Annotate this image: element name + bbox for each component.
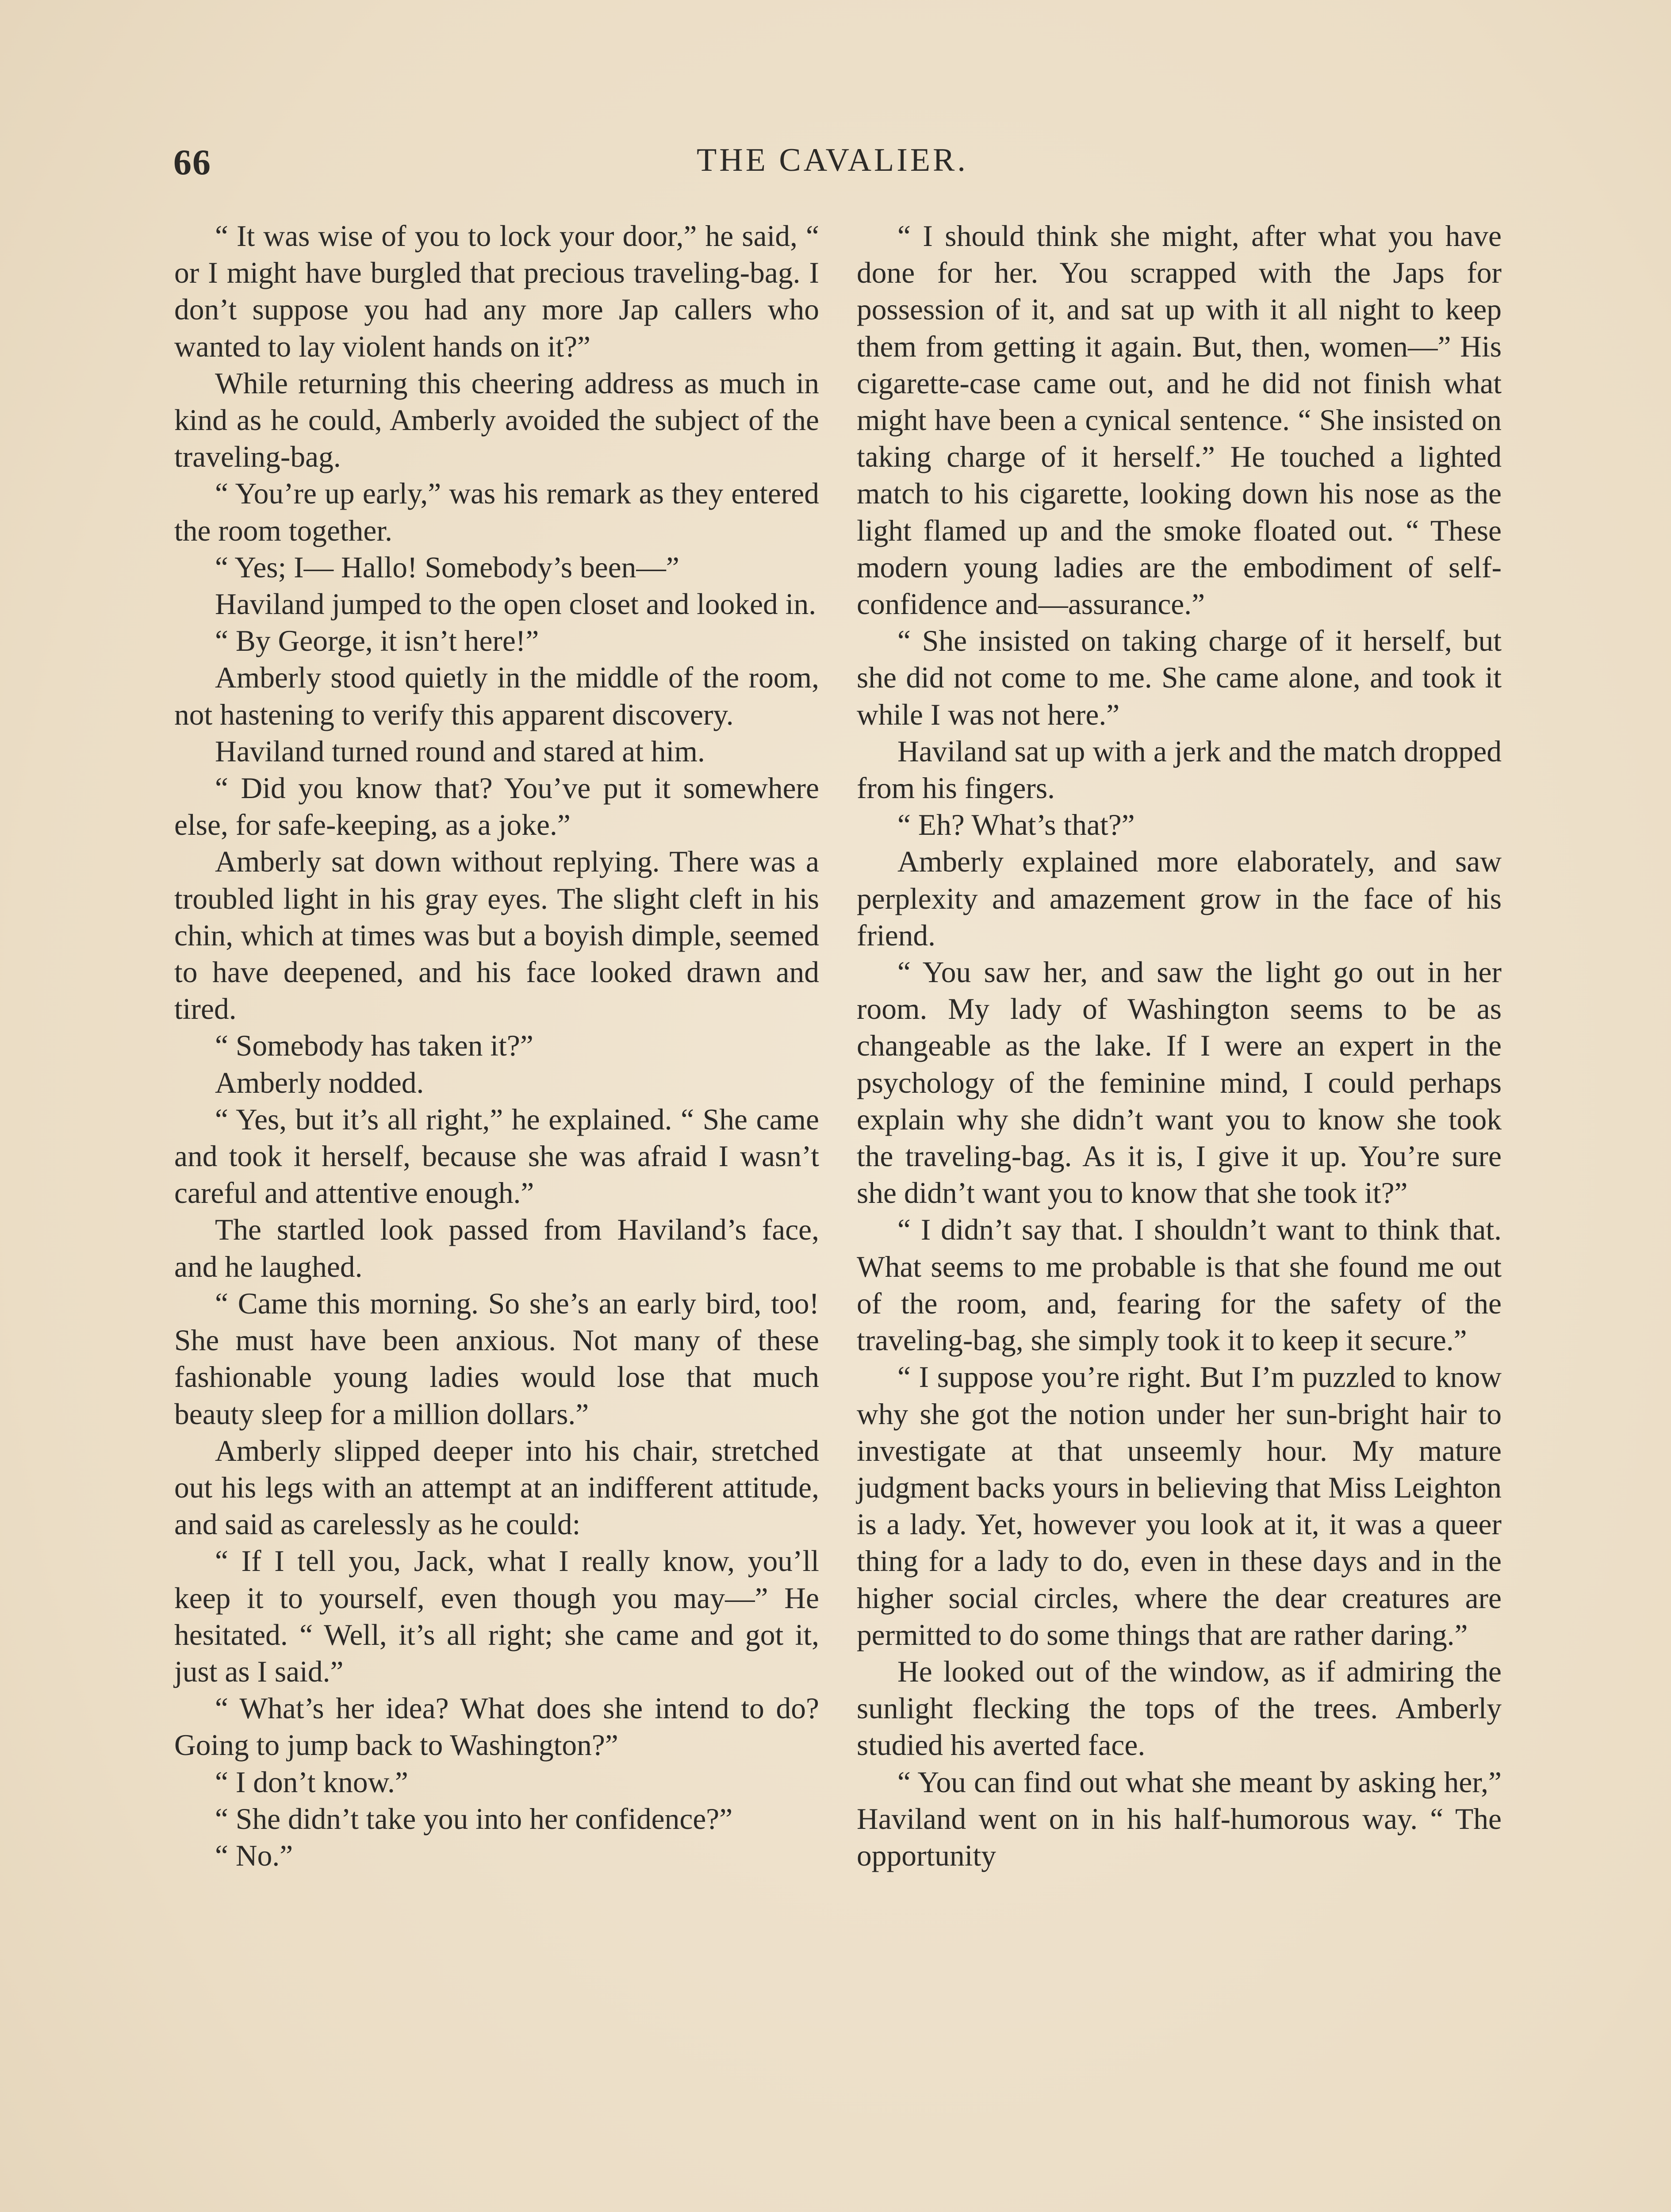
paragraph: “ What’s her idea? What does she intend to do? Going to jump back to Washington?” <box>174 1692 819 1762</box>
paragraph: Haviland turned round and stared at him. <box>215 734 705 768</box>
left-column <box>174 218 819 1874</box>
paragraph: “ I didn’t say that. I shouldn’t want to think that. What seems to me probable is that she found me out of the room, and, fearing for the safety of the traveling-bag, she simply took it to keep it secure.” <box>857 1213 1502 1357</box>
paragraph: Amberly nodded. <box>215 1066 424 1099</box>
paragraph: “ Yes, but it’s all right,” he explained. “ She came and took it herself, because she was afraid I wasn’t careful and attentive enough.” <box>174 1102 819 1210</box>
paragraph: He looked out of the window, as if admiring the sunlight flecking the tops of the trees. Amberly studied his averted face. <box>857 1655 1502 1762</box>
paragraph: “ She insisted on taking charge of it herself, but she did not come to me. She came alone, and took it while I was not here.” <box>857 624 1502 731</box>
paragraph: “ By George, it isn’t here!” <box>215 624 539 658</box>
paragraph: “ It was wise of you to lock your door,” he said, “ or I might have burgled that precious traveling-bag. I don’t suppose you had any more Jap callers who wanted to lay violent hands on it?” <box>174 219 819 363</box>
paragraph: “ No.” <box>215 1839 293 1872</box>
paragraph: Amberly stood quietly in the middle of the room, not hastening to verify this apparent discovery. <box>174 661 819 731</box>
page-header <box>173 142 1500 190</box>
page-number: 66 <box>173 142 211 182</box>
paragraph: “ Yes; I— Hallo! Somebody’s been—” <box>215 550 679 584</box>
paragraph: “ Somebody has taken it?” <box>215 1029 533 1063</box>
paragraph: “ Came this morning. So she’s an early bird, too! She must have been anxious. Not many of these fashionable young ladies would lose that much beauty sleep for a million dollars.” <box>174 1286 819 1431</box>
paragraph: Amberly explained more elaborately, and saw perplexity and amazement grow in the face of his friend. <box>857 845 1502 952</box>
paragraph: “ You’re up early,” was his remark as they entered the room together. <box>174 477 819 547</box>
paragraph: The startled look passed from Haviland’s face, and he laughed. <box>174 1213 819 1283</box>
paragraph: Amberly sat down without replying. There was a troubled light in his gray eyes. The slight cleft in his chin, which at times was but a boyish dimple, seemed to have deepened, and his face looked drawn and tired. <box>174 845 819 1026</box>
paragraph: Haviland jumped to the open closet and looked in. <box>215 588 816 621</box>
paragraph: “ You can find out what she meant by asking her,” Haviland went on in his half-humorous way. “ The opportunity <box>857 1765 1502 1872</box>
paragraph: “ Did you know that? You’ve put it somewhere else, for safe-keeping, as a joke.” <box>174 772 819 842</box>
running-title: THE CAVALIER. <box>697 142 968 178</box>
paragraph: “ I should think she might, after what you have done for her. You scrapped with the Japs for possession of it, and sat up with it all night to keep them from getting it again. But, then, women—” His cigarette-case came out, and he did not finish what might have been a cynical sentence. “ She insisted on taking charge of it herself.” He touched a lighted match to his cigarette, looking down his nose as the light flamed up and the smoke floated out. “ These modern young ladies are the embodiment of self-confidence and—assurance.” <box>857 219 1502 621</box>
paragraph: Haviland sat up with a jerk and the match dropped from his fingers. <box>857 734 1502 805</box>
paragraph: Amberly slipped deeper into his chair, stretched out his legs with an attempt at an indifferent attitude, and said as carelessly as he could: <box>174 1434 819 1541</box>
paragraph: “ Eh? What’s that?” <box>897 808 1135 842</box>
paragraph: “ I suppose you’re right. But I’m puzzled to know why she got the notion under her sun-bright hair to investigate at that unseemly hour. My mature judgment backs yours in believing that Miss Leighton is a lady. Yet, however you look at it, it was a queer thing for a lady to do, even in these days and in the higher social circles, where the dear creatures are permitted to do some things that are rather daring.” <box>857 1360 1502 1651</box>
paragraph: “ If I tell you, Jack, what I really know, you’ll keep it to yourself, even though you may—” He hesitated. “ Well, it’s all right; she came and got it, just as I said.” <box>174 1544 819 1688</box>
paragraph: “ She didn’t take you into her confidence?” <box>215 1802 733 1836</box>
paragraph: “ I don’t know.” <box>215 1765 408 1799</box>
right-column <box>857 218 1502 1874</box>
paragraph: “ You saw her, and saw the light go out in her room. My lady of Washington seems to be as changeable as the lake. If I were an expert in the psychology of the feminine mind, I could perhaps explain why she didn’t want you to know she took the traveling-bag. As it is, I give it up. You’re sure she didn’t want you to know that she took it?” <box>857 956 1502 1210</box>
paragraph: While returning this cheering address as much in kind as he could, Amberly avoided the subject of the traveling-bag. <box>174 366 819 474</box>
